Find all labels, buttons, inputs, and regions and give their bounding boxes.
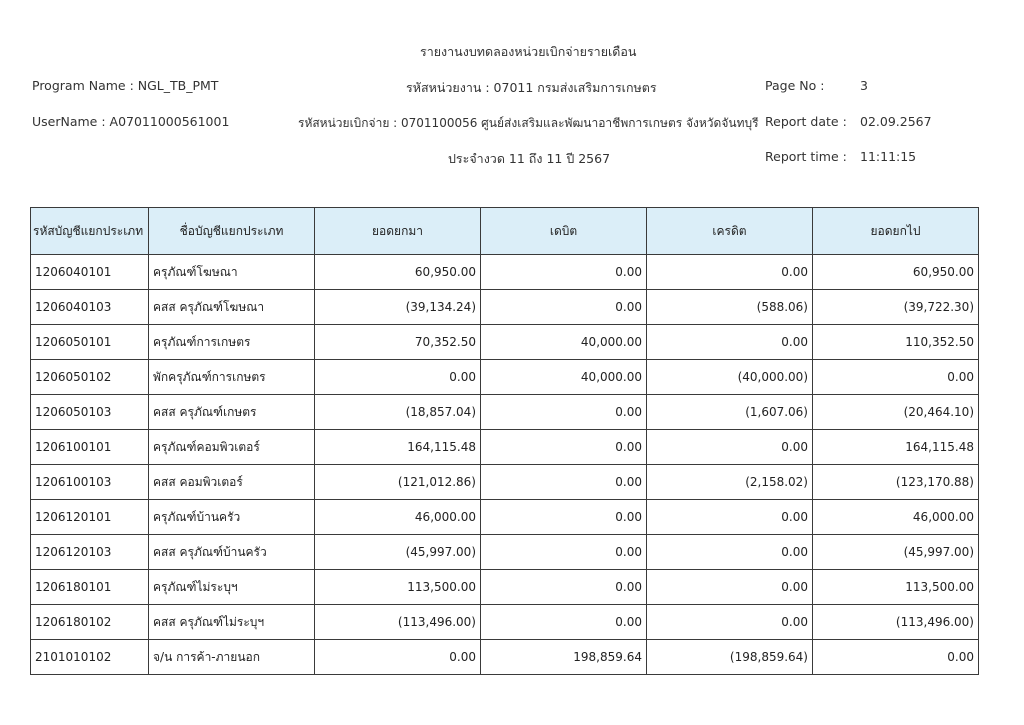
col-header-debit: เดบิต (481, 208, 647, 255)
brought-forward-cell: 46,000.00 (315, 500, 481, 535)
brought-forward-cell: 0.00 (315, 640, 481, 675)
account-name-cell: ครุภัณฑ์ไม่ระบุฯ (149, 570, 315, 605)
carried-forward-cell: 60,950.00 (813, 255, 979, 290)
carried-forward-cell: (39,722.30) (813, 290, 979, 325)
report-period: ประจำงวด 11 ถึง 11 ปี 2567 (448, 151, 611, 166)
debit-cell: 40,000.00 (481, 325, 647, 360)
debit-cell: 0.00 (481, 290, 647, 325)
brought-forward-cell: 164,115.48 (315, 430, 481, 465)
carried-forward-cell: 0.00 (813, 640, 979, 675)
report-date-label: Report date : (765, 114, 847, 129)
table-row (31, 430, 979, 465)
debit-cell: 0.00 (481, 570, 647, 605)
debit-cell: 198,859.64 (481, 640, 647, 675)
table-row (31, 255, 979, 290)
account-name-cell: คสส ครุภัณฑ์โฆษณา (149, 290, 315, 325)
col-header-credit: เครดิต (647, 208, 813, 255)
credit-cell: 0.00 (647, 570, 813, 605)
debit-cell: 40,000.00 (481, 360, 647, 395)
account-code-cell: 1206050103 (31, 395, 149, 430)
account-name-cell: จ/น การค้า-ภายนอก (149, 640, 315, 675)
credit-cell: 0.00 (647, 605, 813, 640)
account-name-cell: คสส ครุภัณฑ์เกษตร (149, 395, 315, 430)
account-code-cell: 1206040101 (31, 255, 149, 290)
account-code-cell: 1206100101 (31, 430, 149, 465)
carried-forward-cell: 0.00 (813, 360, 979, 395)
brought-forward-cell: 60,950.00 (315, 255, 481, 290)
carried-forward-cell: (113,496.00) (813, 605, 979, 640)
credit-cell: 0.00 (647, 255, 813, 290)
credit-cell: 0.00 (647, 325, 813, 360)
table-row (31, 605, 979, 640)
report-date-value: 02.09.2567 (860, 114, 932, 129)
account-name-cell: คสส ครุภัณฑ์ไม่ระบุฯ (149, 605, 315, 640)
carried-forward-cell: 110,352.50 (813, 325, 979, 360)
brought-forward-cell: (39,134.24) (315, 290, 481, 325)
account-code-cell: 1206100103 (31, 465, 149, 500)
debit-cell: 0.00 (481, 500, 647, 535)
account-code-cell: 2101010102 (31, 640, 149, 675)
carried-forward-cell: 164,115.48 (813, 430, 979, 465)
account-code-cell: 1206050102 (31, 360, 149, 395)
credit-cell: (40,000.00) (647, 360, 813, 395)
account-code-cell: 1206120101 (31, 500, 149, 535)
account-code-cell: 1206040103 (31, 290, 149, 325)
table-row (31, 465, 979, 500)
account-name-cell: ครุภัณฑ์โฆษณา (149, 255, 315, 290)
debit-cell: 0.00 (481, 535, 647, 570)
debit-cell: 0.00 (481, 255, 647, 290)
credit-cell: (1,607.06) (647, 395, 813, 430)
table-row (31, 535, 979, 570)
account-name-cell: ครุภัณฑ์คอมพิวเตอร์ (149, 430, 315, 465)
debit-cell: 0.00 (481, 395, 647, 430)
table-row (31, 290, 979, 325)
debit-cell: 0.00 (481, 605, 647, 640)
carried-forward-cell: 113,500.00 (813, 570, 979, 605)
account-name-cell: ครุภัณฑ์การเกษตร (149, 325, 315, 360)
account-name-cell: คสส คอมพิวเตอร์ (149, 465, 315, 500)
disbursement-unit: รหัสหน่วยเบิกจ่าย : 0701100056 ศูนย์ส่งเสริมและพัฒนาอาชีพการเกษตร จังหวัดจันทบุรี (298, 116, 759, 130)
report-title: รายงานงบทดลองหน่วยเบิกจ่ายรายเดือน (420, 44, 637, 59)
table-row (31, 360, 979, 395)
table-header-row (31, 208, 979, 255)
program-name: Program Name : NGL_TB_PMT (32, 78, 219, 93)
table-row (31, 640, 979, 675)
carried-forward-cell: (123,170.88) (813, 465, 979, 500)
account-code-cell: 1206180101 (31, 570, 149, 605)
credit-cell: 0.00 (647, 500, 813, 535)
page-no-value: 3 (860, 78, 868, 93)
brought-forward-cell: (121,012.86) (315, 465, 481, 500)
carried-forward-cell: (20,464.10) (813, 395, 979, 430)
credit-cell: (588.06) (647, 290, 813, 325)
table-row (31, 500, 979, 535)
account-name-cell: คสส ครุภัณฑ์บ้านครัว (149, 535, 315, 570)
col-header-account-code: รหัสบัญชีแยกประเภท (31, 208, 149, 255)
credit-cell: 0.00 (647, 430, 813, 465)
table-row (31, 325, 979, 360)
account-code-cell: 1206180102 (31, 605, 149, 640)
account-code-cell: 1206050101 (31, 325, 149, 360)
credit-cell: 0.00 (647, 535, 813, 570)
report-time-label: Report time : (765, 149, 847, 164)
carried-forward-cell: (45,997.00) (813, 535, 979, 570)
account-code-cell: 1206120103 (31, 535, 149, 570)
brought-forward-cell: 70,352.50 (315, 325, 481, 360)
carried-forward-cell: 46,000.00 (813, 500, 979, 535)
debit-cell: 0.00 (481, 465, 647, 500)
brought-forward-cell: 113,500.00 (315, 570, 481, 605)
account-name-cell: พักครุภัณฑ์การเกษตร (149, 360, 315, 395)
debit-cell: 0.00 (481, 430, 647, 465)
brought-forward-cell: (113,496.00) (315, 605, 481, 640)
col-header-brought-forward: ยอดยกมา (315, 208, 481, 255)
brought-forward-cell: 0.00 (315, 360, 481, 395)
table-body (31, 255, 979, 675)
account-name-cell: ครุภัณฑ์บ้านครัว (149, 500, 315, 535)
col-header-account-name: ชื่อบัญชีแยกประเภท (149, 208, 315, 255)
user-name: UserName : A07011000561001 (32, 114, 230, 129)
brought-forward-cell: (45,997.00) (315, 535, 481, 570)
trial-balance-table (30, 207, 979, 675)
table-row (31, 570, 979, 605)
page-no-label: Page No : (765, 78, 825, 93)
brought-forward-cell: (18,857.04) (315, 395, 481, 430)
credit-cell: (2,158.02) (647, 465, 813, 500)
report-time-value: 11:11:15 (860, 149, 917, 164)
credit-cell: (198,859.64) (647, 640, 813, 675)
agency-code: รหัสหน่วยงาน : 07011 กรมส่งเสริมการเกษตร (406, 80, 657, 95)
col-header-carried-forward: ยอดยกไป (813, 208, 979, 255)
table-row (31, 395, 979, 430)
